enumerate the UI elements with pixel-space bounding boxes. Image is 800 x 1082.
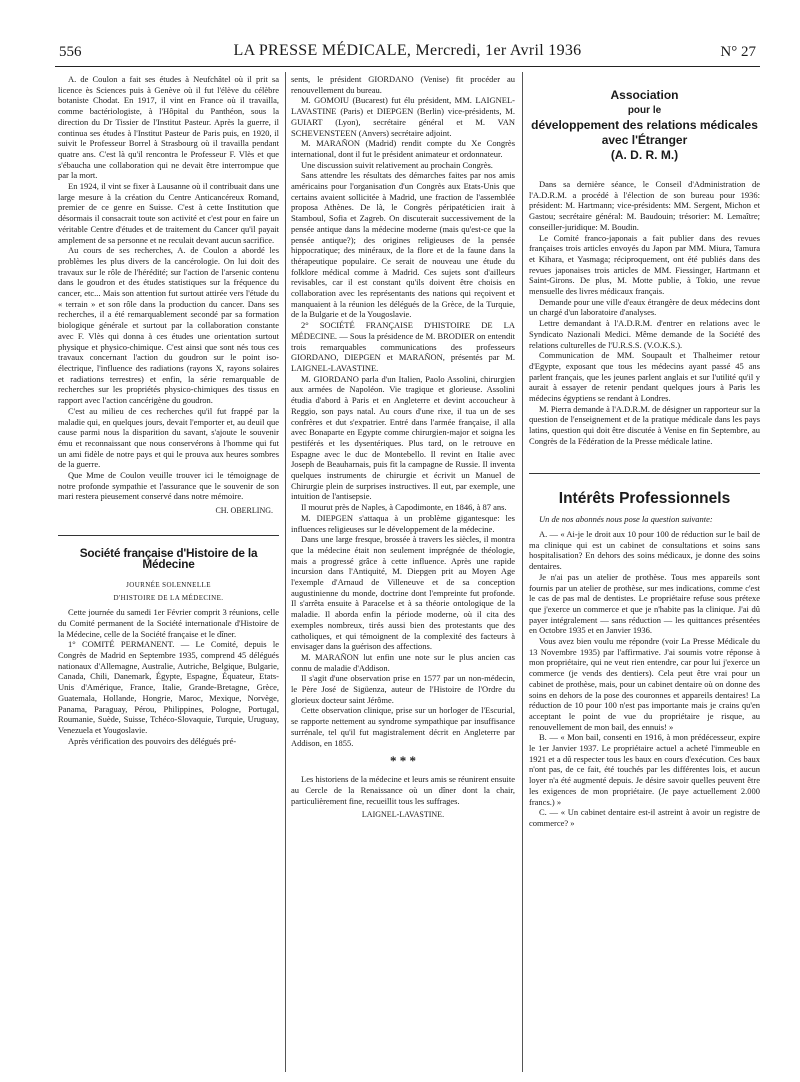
- section-separator: [529, 473, 760, 474]
- issue-number: N° 27: [720, 44, 756, 60]
- paragraph: Sans attendre les résultats des démarches faites par nos amis américains pour l'organisation d'un Congrès aux Etats-Unis que certains avaient sollicitée à Madrid, une fraction de l'assemblée proposa Athènes. De là, le Congrès péripatéticien irait à Stamboul, Sofia et Zagreb. On discuterait successivement de la pensée antique dans la médecine moderne (mais qu'est-ce que la pensée antique?); des origines religieuses de la pensée hippocratique; des minéraux, de la flore et de la faune dans la thérapeutique populaire. Ce serait de nouveau une étude du folklore médical comme à Madrid. Ces sujets sont d'ailleurs revisables, car il est constant qu'ils doivent être choisis en collaboration avec les représentants des nations qui reçoivent et manquaient à la réunion les délégués de la Grèce, de la Turquie, de la Bulgarie et de la Yougoslavie.: [291, 170, 515, 320]
- section-title: Intérêts Professionnels: [558, 489, 731, 507]
- paragraph: Cette observation clinique, prise sur un horloger de l'Escurial, se rapporte nettement au syndrome sympathique par insuffisance surrénale, tel qu'il fut magistralement décrit en Angleterre par Addison, en 1855.: [291, 705, 515, 748]
- column-1: [58, 74, 279, 746]
- signature: CH. OBERLING.: [215, 506, 273, 516]
- column-divider: [522, 72, 523, 1072]
- paragraph: M. MARAÑON (Madrid) rendit compte du Xe Congrès international, dont il fut le président animateur et ordonnateur.: [291, 138, 515, 159]
- paragraph: Communication de MM. Soupault et Thalheimer retour d'Egypte, exposant que tous les médecins ayant passé 45 ans parlent français, que les jeunes parlent anglais et sur l'utilité qu'il y aurait à essayer de retenir pendant quelques jours à Paris les médecins égyptiens se rendant à Londres.: [529, 350, 760, 404]
- paragraph: Les historiens de la médecine et leurs amis se réunirent ensuite au Cercle de la Renaissance où un dîner dont la chair, particulièrement fine, recueillit tous les suffrages.: [291, 774, 515, 806]
- signature: LAIGNEL-LAVASTINE.: [361, 810, 445, 820]
- paragraph: 1° COMITÉ PERMANENT. — Le Comité, depuis le Congrès de Madrid en Septembre 1935, comprend 45 délégués nationaux d'Allemagne, Australie, Autriche, Belgique, Bulgarie, Canada, Chili, Danemark, Égypte, Espagne, Équateur, Etats-Unis d'Amérique, France, Italie, Grande-Bretagne, Grèce, Guatemala, Hollande, Hongrie, Maroc, Mexique, Norvège, Panama, Paraguay, Pérou, Philippines, Pologne, Portugal, Roumanie, Suède, Suisse, Tchéco-Slovaquie, Turquie, Uruguay, Venezuela et Yougoslavie.: [58, 639, 279, 735]
- paragraph: Dans sa dernière séance, le Conseil d'Administration de l'A.D.R.M. a procédé à l'élection de son bureau pour 1936: président: M. Hartmann; vice-présidents: MM. Sergent, Michon et Gastou; secrétaire général: M. Baudouin; trésorier: M. Lemaître; conseiller-juridique: M. Boudin.: [529, 179, 760, 232]
- association-title-line: (A. D. R. M.): [610, 148, 679, 162]
- association-title-line: développement des relations médicales: [531, 118, 758, 132]
- header-rule: [55, 66, 760, 67]
- section-separator: [58, 535, 279, 536]
- paragraph: 2° SOCIÉTÉ FRANÇAISE D'HISTOIRE DE LA MÉDECINE. — Sous la présidence de M. BRODIER on entendit trois remarquables communications des professeurs GIORDANO, DIEPGEN et MARAÑON, présentés par M. LAIGNEL-LAVASTINE.: [291, 320, 515, 373]
- paragraph: En 1924, il vint se fixer à Lausanne où il contribuait dans une large mesure à la création du Centre Anticancéreux Romand, premier de ce genre en Suisse. C'est à cette Institution que désormais il consacrait toute son activité et c'est pour en faire un véritable Centre d'études et de traitement du Cancer qu'il payait amplement de sa personne et ne reculait devant aucun sacrifice.: [58, 181, 279, 245]
- section-subtitle: D'HISTOIRE DE LA MÉDECINE.: [113, 594, 224, 603]
- lead-question: Un de nos abonnés nous pose la question suivante:: [539, 514, 713, 525]
- section-subtitle: JOURNÉE SOLENNELLE: [126, 581, 211, 590]
- paragraph: Au cours de ses recherches, A. de Coulon a abordé les problèmes les plus divers de la cancérologie. On lui doit des travaux sur le rôle de l'hérédité; sur l'action de l'arsenic contenu dans le goudron et des études statistiques sur la fréquence du cancer, etc... Mais son attention fut surtout attirée vers l'étude du « terrain » et son rôle dans la production du cancer. Dans ses recherches, il a été remarquablement secondé par sa formation biologique générale et surtout par la collaboration constante avec F. Vlès qui donna à ces études une orientation surtout physique et physico-chimique. C'est ainsi que sont nés tous ces travaux concernant l'action du goudron sur le point iso-électrique, l'influence des radiations (rayons X, rayons solaires et radiations terrestres) et enfin, la série remarquable de recherches sur les propriétés physico-chimiques des tissus en rapport avec l'action cancérigène du goudron.: [58, 245, 279, 406]
- paragraph: M. GOMOIU (Bucarest) fut élu président, MM. LAIGNEL-LAVASTINE (Paris) et DIEPGEN (Berlin) vice-présidents, M. GUIART (Lyon), secrétaire général et M. VAN SCHEVENSTEEN (Anvers) secrétaire adjoint.: [291, 95, 515, 138]
- paragraph: Le Comité franco-japonais a fait publier dans des revues françaises trois articles envoyés du Japon par MM. Miura, Tamura et Kihara, et Yasmaga; réciproquement, ont été publiés dans des revues japonaises trois articles de MM. Fiessinger, Hartmann et Saint-Girons. De plus, M. Motte publie, à Tokio, une revue mensuelle des livres médicaux français.: [529, 232, 760, 297]
- paragraph: Je n'ai pas un atelier de prothèse. Tous mes appareils sont fournis par un atelier de prothèse, sur mes indications, comme c'est le cas de pas mal de dentistes. Le propriétaire refuse sous prétexe que j'exerce un commerce et que je n'habite pas la clinique. J'ai dû payer intégralement — sans réduction — les quittances présentées en Octobre 1935 et en Janvier 1936.: [529, 571, 760, 636]
- paragraph: Il s'agit d'une observation prise en 1577 par un non-médecin, le Père José de Sigüenza, auteur de l'Histoire de l'Ordre du glorieux docteur saint Jérôme.: [291, 673, 515, 705]
- paragraph: M. DIEPGEN s'attaqua à un problème gigantesque: les influences religieuses sur le développement de la médecine.: [291, 512, 515, 534]
- paragraph: Après vérification des pouvoirs des délégués pré-: [68, 735, 237, 746]
- paragraph: sents, le président GIORDANO (Venise) fit procéder au renouvellement du bureau.: [291, 74, 515, 95]
- paragraph: C'est au milieu de ces recherches qu'il fut frappé par la maladie qui, en quelques jours, devait l'emporter et, au deuil que cause parmi nous la disparition du savant, s'ajoute le souvenir ému et reconnaissant que nous conservérons à l'homme qui fut un ami fidèle de notre pays et qui le prouva aux heures sombres de la guerre.: [58, 405, 279, 470]
- paragraph: Vous avez bien voulu me répondre (voir La Presse Médicale du 13 Novembre 1935) par l'affirmative. J'ai soumis votre réponse à mon propriétaire, qui ne veut rien entendre, car pour lui j'exerce un commerce (je vends des dentiers). Cela peut être vrai pour un cabinet de prothèse, mais, pour un cabinet dentaire où on donne des soins en dehors de la pose des couronnes et appareils dentaires! La réduction de 10 pour 100 n'est pas importante mais je crains qu'en acceptant le point de vue du propriétaire je risque, au renouvellement de mon bail, des ennuis! »: [529, 636, 760, 732]
- paragraph: C. — « Un cabinet dentaire est-il astreint à avoir un registre de commerce? »: [529, 807, 760, 828]
- column-divider: [285, 72, 286, 1072]
- paragraph: M. GIORDANO parla d'un Italien, Paolo Assolini, chirurgien aux armées de Napoléon. Vie tragique et glorieuse. Assolini étudia d'abord à Paris et en Angleterre et devint accoucheur à Reggio, son pays natal. Au cours d'une rixe, il tua un de ses confrères et dut s'expatrier. Entré dans l'armée française, il alla avec Bonaparte en Egypte comme chirurgien-major et soigna les pestiférés et les dysentériques. Plus tard, on le retrouve en Espagne avec le duc de Montebello. Il revint en Italie avec Joseph de Beauharnais, puis fit la campagne de Russie. Il inventa quelques instruments de chirurgie et écrivit un Manuel de Chirurgie plein de surprises instructives. Il eut, par exemple, une intuition de l'antisepsie.: [291, 373, 515, 502]
- column-2: [291, 74, 515, 825]
- paragraph: Que Mme de Coulon veuille trouver ici le témoignage de notre profonde sympathie et l'assurance que le souvenir de son mari restera pieusement conservé dans notre mémoire.: [58, 470, 279, 502]
- paragraph: A. de Coulon a fait ses études à Neufchâtel où il prit sa licence ès Sciences puis à Genève où il fut l'élève du célèbre botaniste Chodat. En 1917, il vint en France où il travailla, comme bactériologiste, à l'Hôpital du Panthéon, sous la direction du Dr Tissier de l'Institut Pasteur. Après la guerre, il continua ses études à l'Institut Pasteur de Paris puis, en 1920, il suivit le Professeur Borrel à Strasbourg où il travailla pendant quatre ans. C'est là qu'il rencontra le Professeur F. Vlès et que s'ébaucha une collaboration qui ne devait être interrompue que par la mort.: [58, 74, 279, 181]
- paragraph: Il mourut près de Naples, à Capodimonte, en 1846, à 87 ans.: [301, 502, 507, 513]
- page-number: 556: [59, 44, 82, 60]
- association-title: [529, 88, 760, 163]
- column-3: [529, 74, 760, 829]
- paragraph: Demande pour une ville d'eaux étrangère de deux médecins dont un chargé d'un laboratoire d'analyses.: [529, 296, 760, 318]
- paragraph: Lettre demandant à l'A.D.R.M. d'entrer en relations avec le Syndicato Nazionali Medici. Même demande de la Société des relations culturelles de l'U.R.S.S. (V.O.K.S.).: [529, 318, 760, 350]
- paragraph: M. MARAÑON lut enfin une note sur le plus ancien cas connu de maladie d'Addison.: [291, 651, 515, 673]
- association-title-line: Association: [610, 88, 679, 102]
- paragraph: Dans une large fresque, brossée à travers les siècles, il montra que la médecine était non seulement imprégnée de théologie, mais a progressé grâce à cette influence. Après une rapide incursion dans l'Antiquité, M. Diepgen prit au Moyen Age l'exemple d'Arnaud de Villeneuve et de sa conception augustinienne du monde, doctrine dont l'empreinte fut profonde. Il s'arrêta ensuite à Paracelse et à sa théorie ontologique de la maladie. Il aborda enfin la période moderne, où il cita des exemples nombreux, tirés aussi bien des protestants que des catholiques, et qui témoignent de la complexité des facteurs à envisager dans la guérison des affections.: [291, 534, 515, 652]
- paragraph: B. — « Mon bail, consenti en 1916, à mon prédécesseur, expire le 1er Janvier 1937. Le propriétaire actuel a acheté l'immeuble en 1921 et a dû respecter tous les baux en cours d'exécution. Ces baux n'ont pas, de ce fait, été touchés par les différentes lois, et aucun loyer n'a été augmenté depuis. Je désire savoir quelles peuvent être les exigences de mon propriétaire. (Je paye actuellement 2.000 francs.) »: [529, 732, 760, 807]
- paragraph: Cette journée du samedi 1er Février comprit 3 réunions, celle du Comité permanent de la Société internationale d'Histoire de la Médecine, celle de la Société française et le dîner.: [58, 607, 279, 639]
- page-header: [55, 42, 760, 64]
- paragraph: M. Pierra demande à l'A.D.R.M. de désigner un rapporteur sur la question de l'enseignement et de la pratique médicale dans les pays latins, question qui doit être discutée à Venise en fin Septembre, au Congrès de la Fédération de la Presse médicale latine.: [529, 403, 760, 446]
- association-title-line: avec l'Étranger: [601, 133, 688, 147]
- section-title: Société française d'Histoire de la Médecine: [79, 545, 258, 571]
- association-title-line: pour le: [627, 105, 662, 116]
- separator-stars: * * *: [390, 753, 416, 769]
- paragraph: A. — « Ai-je le droit aux 10 pour 100 de réduction sur le bail de ma clinique qui est un cabinet de consultations et soins sans hospitalisation? En dehors des soins médicaux, je donne des soins dentaires.: [529, 528, 760, 572]
- paragraph: Une discussion suivit relativement au prochain Congrès.: [301, 159, 493, 170]
- journal-title: LA PRESSE MÉDICALE, Mercredi, 1er Avril 1936: [233, 42, 582, 59]
